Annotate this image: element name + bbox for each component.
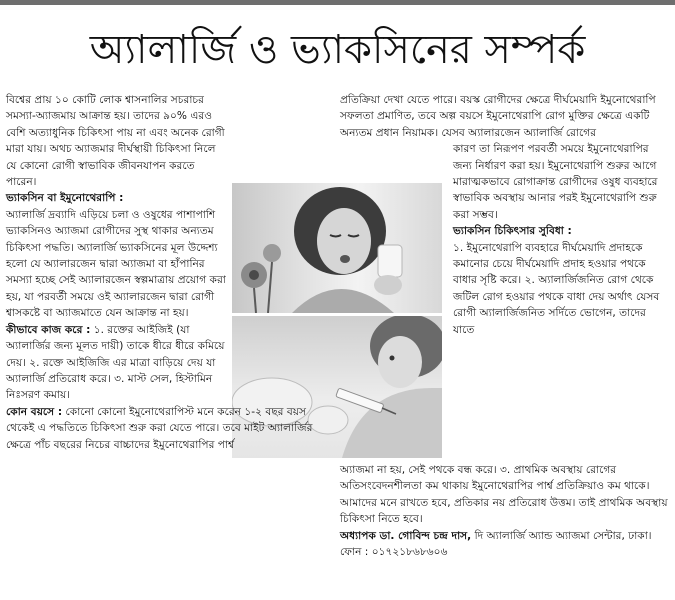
wrap-paragraph: কারণ তা নিরূপণ পরবর্তী সময়ে ইমুনোথেরাপির জন্য নির্ধারণ করা হয়। ইমুনোথেরাপি শুরুর আগে মারাত্মকভাবে রোগাক্রান্ত রোগীদের ওষুধ ব্যবহারে স্বাভাবিক অবস্থায় আনার পরই ইমুনোথেরাপি শুরু করা সম্ভব।: [453, 143, 658, 221]
bottom-right-block: [340, 462, 670, 560]
right-wrap-area: [453, 141, 670, 338]
continued-paragraph: প্রতিক্রিয়া দেখা যেতে পারে। বয়স্ক রোগীদের ক্ষেত্রে দীর্ঘমেয়াদি ইমুনোথেরাপি সফলতা প্রমাণিত, তবে অল্প বয়সে ইমুনোথেরাপি রোগ মুক্তির ক্ষেত্রে একটি অন্যতম প্রধান নিয়ামক। যেসব অ্যালারজেন অ্যালার্জি রোগের: [340, 94, 656, 139]
author-credit: [340, 528, 670, 561]
which-age-text: কোনো কোনো ইমুনোথেরাপিস্ট মনে করেন ১-২ বছর বয়স থেকেই এ পদ্ধতিতে চিকিৎসা শুরু করা যেতে পারে। তবে মাইট অ্যালার্জির ক্ষেত্রে পাঁচ বছরের নিচের বাচ্চাদের ইমুনোথেরাপির পার্শ্ব: [6, 405, 313, 451]
which-age-paragraph: [6, 404, 334, 453]
benefits-paragraph: ১. ইমুনোথেরাপি ব্যবহারে দীর্ঘমেয়াদি প্রদাহকে কমানোর চেয়ে দীর্ঘমেয়াদি প্রদাহ হওয়ার পথকে বাধার সৃষ্টি করে। ২. অ্যালার্জিজনিত রোগ থেকে জটিল রোগ হওয়ার পথকে বাধা দেয় অর্থাৎ যেসব রোগী অ্যালার্জিজনিত সর্দিতে ভোগেন, তাদের যাতে: [453, 241, 660, 336]
vaccine-paragraph: অ্যালার্জি দ্রব্যাদি এড়িয়ে চলা ও ওষুধের পাশাপাশি ভ্যাকসিনও অ্যাজমা রোগীদের সুস্থ থাকার অন্যতম চিকিৎসা পদ্ধতি। অ্যালার্জি ভ্যাকসিনের মূল উদ্দেশ্য হলো যে অ্যালারজেন দ্বারা অ্যাজমা বা হাঁপানির সমস্যা হচ্ছে সেই অ্যালারজেন স্বল্পমাত্রায় প্রয়োগ করা হয়, যা পরবর্তী সময়ে ওই অ্যালারজেন দ্বারা রোগী শ্বাসকষ্টে বা অ্যাজমাতে যেন আক্রান্ত না হয়।: [6, 208, 226, 320]
article-headline: অ্যালার্জি ও ভ্যাকসিনের সম্পর্ক: [89, 27, 586, 73]
which-age-heading: কোন বয়সে :: [6, 405, 63, 418]
conclusion-paragraph: অ্যাজমা না হয়, সেই পথকে বন্ধ করে। ৩. প্রাথমিক অবস্থায় রোগের অতিসংবেদনশীলতা কম থাকায় ইমুনোথেরাপির পার্শ্ব প্রতিক্রিয়াও কম থাকে। আমাদের মনে রাখতে হবে, প্রতিকার নয় প্রতিরোধ উত্তম। তাই প্রাথমিক অবস্থায় চিকিৎসা নিতে হবে।: [340, 464, 668, 526]
top-rule: [0, 0, 675, 5]
vaccine-heading: ভ্যাকসিন বা ইমুনোথেরাপি :: [6, 192, 124, 205]
author-name: অধ্যাপক ডা. গোবিন্দ চন্দ্র দাস,: [340, 529, 472, 542]
benefits-heading: ভ্যাকসিন চিকিৎসার সুবিধা :: [453, 225, 572, 238]
how-it-works-text: ১. রক্তের আইজিই (যা অ্যালার্জির জন্য মূলত দায়ী) তাকে ধীরে ধীরে কমিয়ে দেয়। ২. রক্তে আইজিজি এর মাত্রা বাড়িয়ে দেয় যা অ্যালার্জি প্রতিরোধ করে। ৩. মাস্ট সেল, হিস্টামিন নিঃসরণ কমায়।: [6, 323, 225, 402]
right-column: [340, 92, 670, 338]
how-it-works-paragraph: [6, 322, 228, 404]
author-details: দি অ্যালার্জি অ্যান্ড অ্যাজমা সেন্টার, ঢাকা। ফোন : ০১৭২১৮৬৮৬০৬: [340, 529, 652, 559]
left-column: [6, 92, 334, 453]
intro-paragraph: বিশ্বের প্রায় ১০ কোটি লোক শ্বাসনালির সচরাচর সমস্যা-অ্যাজমায় আক্রান্ত হয়। তাদের ৯০% এরও বেশি অত্যাধুনিক চিকিৎসা পায় না এবং অনেক রোগী মারা যায়। অথচ অ্যাজমার দীর্ঘস্থায়ী চিকিৎসা নিলে যে কোনো রোগী স্বাভাবিক জীবনযাপন করতে পারেন।: [6, 94, 225, 189]
how-it-works-heading: কীভাবে কাজ করে :: [6, 323, 91, 336]
